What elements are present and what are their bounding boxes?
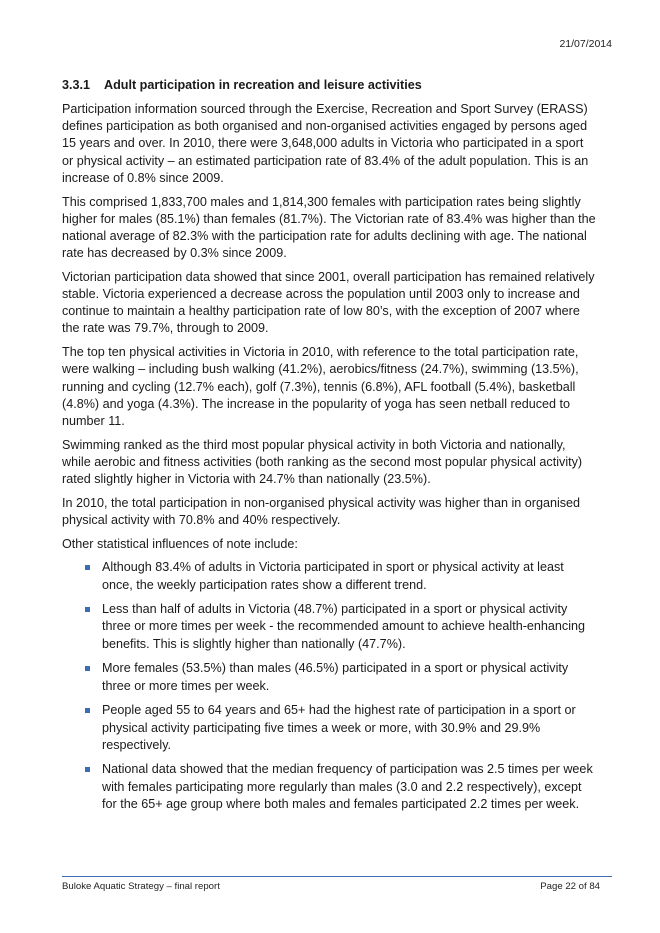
main-content — [62, 78, 596, 821]
section-number: 3.3.1 — [62, 78, 91, 92]
list-item — [62, 702, 596, 754]
list-item — [62, 601, 596, 653]
section-heading — [62, 78, 596, 92]
paragraph-non-organised: In 2010, the total participation in non-organised physical activity was higher than in organised physical activity with 70.8% and 40% respectively. — [62, 495, 581, 527]
section-title: Adult participation in recreation and leisure activities — [104, 78, 422, 92]
list-item-text: National data showed that the median frequency of participation was 2.5 times per week with females participating more regularly than males (3.0 and 2.2 respectively), except for the 65+ age group where both males and females participated 2.2 times per week. — [102, 762, 593, 811]
paragraph-influences-intro: Other statistical influences of note include: — [62, 536, 298, 551]
square-bullet-icon — [85, 708, 90, 713]
influences-list — [62, 559, 596, 813]
paragraph-erass: Participation information sourced through the Exercise, Recreation and Sport Survey (ERASS) defines participation as both organised and non-organised activities engaged by persons aged 15 years and over. In 2010, there were 3,648,000 adults in Victoria who participated in a sport or physical activity – an estimated participation rate of 83.4% of the adult population. This is an increase of 0.8% since 2009. — [62, 102, 589, 185]
list-item-text: People aged 55 to 64 years and 65+ had the highest rate of participation in a sport or physical activity participating five times a week or more, with 30.9% and 29.9% respectively. — [102, 703, 576, 752]
paragraph-trend: Victorian participation data showed that since 2001, overall participation has remained relatively stable. Victoria experienced a decrease across the population until 2003 only to increase and continue to maintain a healthy participation rate of low 80’s, with the exception of 2007 where the rate was 79.7%, through to 2009. — [62, 269, 595, 336]
square-bullet-icon — [85, 666, 90, 671]
paragraph-gender: This comprised 1,833,700 males and 1,814,300 females with participation rates being slightly higher for males (85.1%) than females (81.7%). The Victorian rate of 83.4% was higher than the national average of 82.3% with the participation rate for adults declining with age. The national rate has decreased by 0.3% since 2009. — [62, 194, 596, 261]
square-bullet-icon — [85, 565, 90, 570]
footer-report-title: Buloke Aquatic Strategy – final report — [62, 881, 220, 892]
square-bullet-icon — [85, 767, 90, 772]
paragraph-swimming: Swimming ranked as the third most popular physical activity in both Victoria and nationally, while aerobic and fitness activities (both ranking as the second most popular physical activity) rated slightly higher in Victoria with 24.7% than nationally (23.5%). — [62, 437, 583, 487]
list-item — [62, 559, 596, 593]
list-item-text: Less than half of adults in Victoria (48.7%) participated in a sport or physical activity three or more times per week - the recommended amount to achieve health-enhancing benefits. This is slightly higher than nationally (47.7%). — [102, 602, 586, 651]
header-date: 21/07/2014 — [559, 38, 612, 50]
square-bullet-icon — [85, 607, 90, 612]
footer-divider — [62, 876, 612, 877]
list-item-text: Although 83.4% of adults in Victoria participated in sport or physical activity at least once, the weekly participation rates show a different trend. — [102, 560, 564, 592]
footer-page-number: Page 22 of 84 — [540, 881, 600, 892]
list-item — [62, 761, 596, 813]
list-item-text: More females (53.5%) than males (46.5%) participated in a sport or physical activity three or more times per week. — [102, 661, 569, 693]
list-item — [62, 660, 596, 694]
paragraph-top-ten: The top ten physical activities in Victoria in 2010, with reference to the total participation rate, were walking – including bush walking (41.2%), aerobics/fitness (24.7%), swimming (13.5%), running and cycling (12.7% each), golf (7.3%), tennis (6.8%), AFL football (5.4%), basketball (4.8%) and yoga (4.3%). The increase in the popularity of yoga has seen netball reduced to number 11. — [62, 345, 579, 428]
